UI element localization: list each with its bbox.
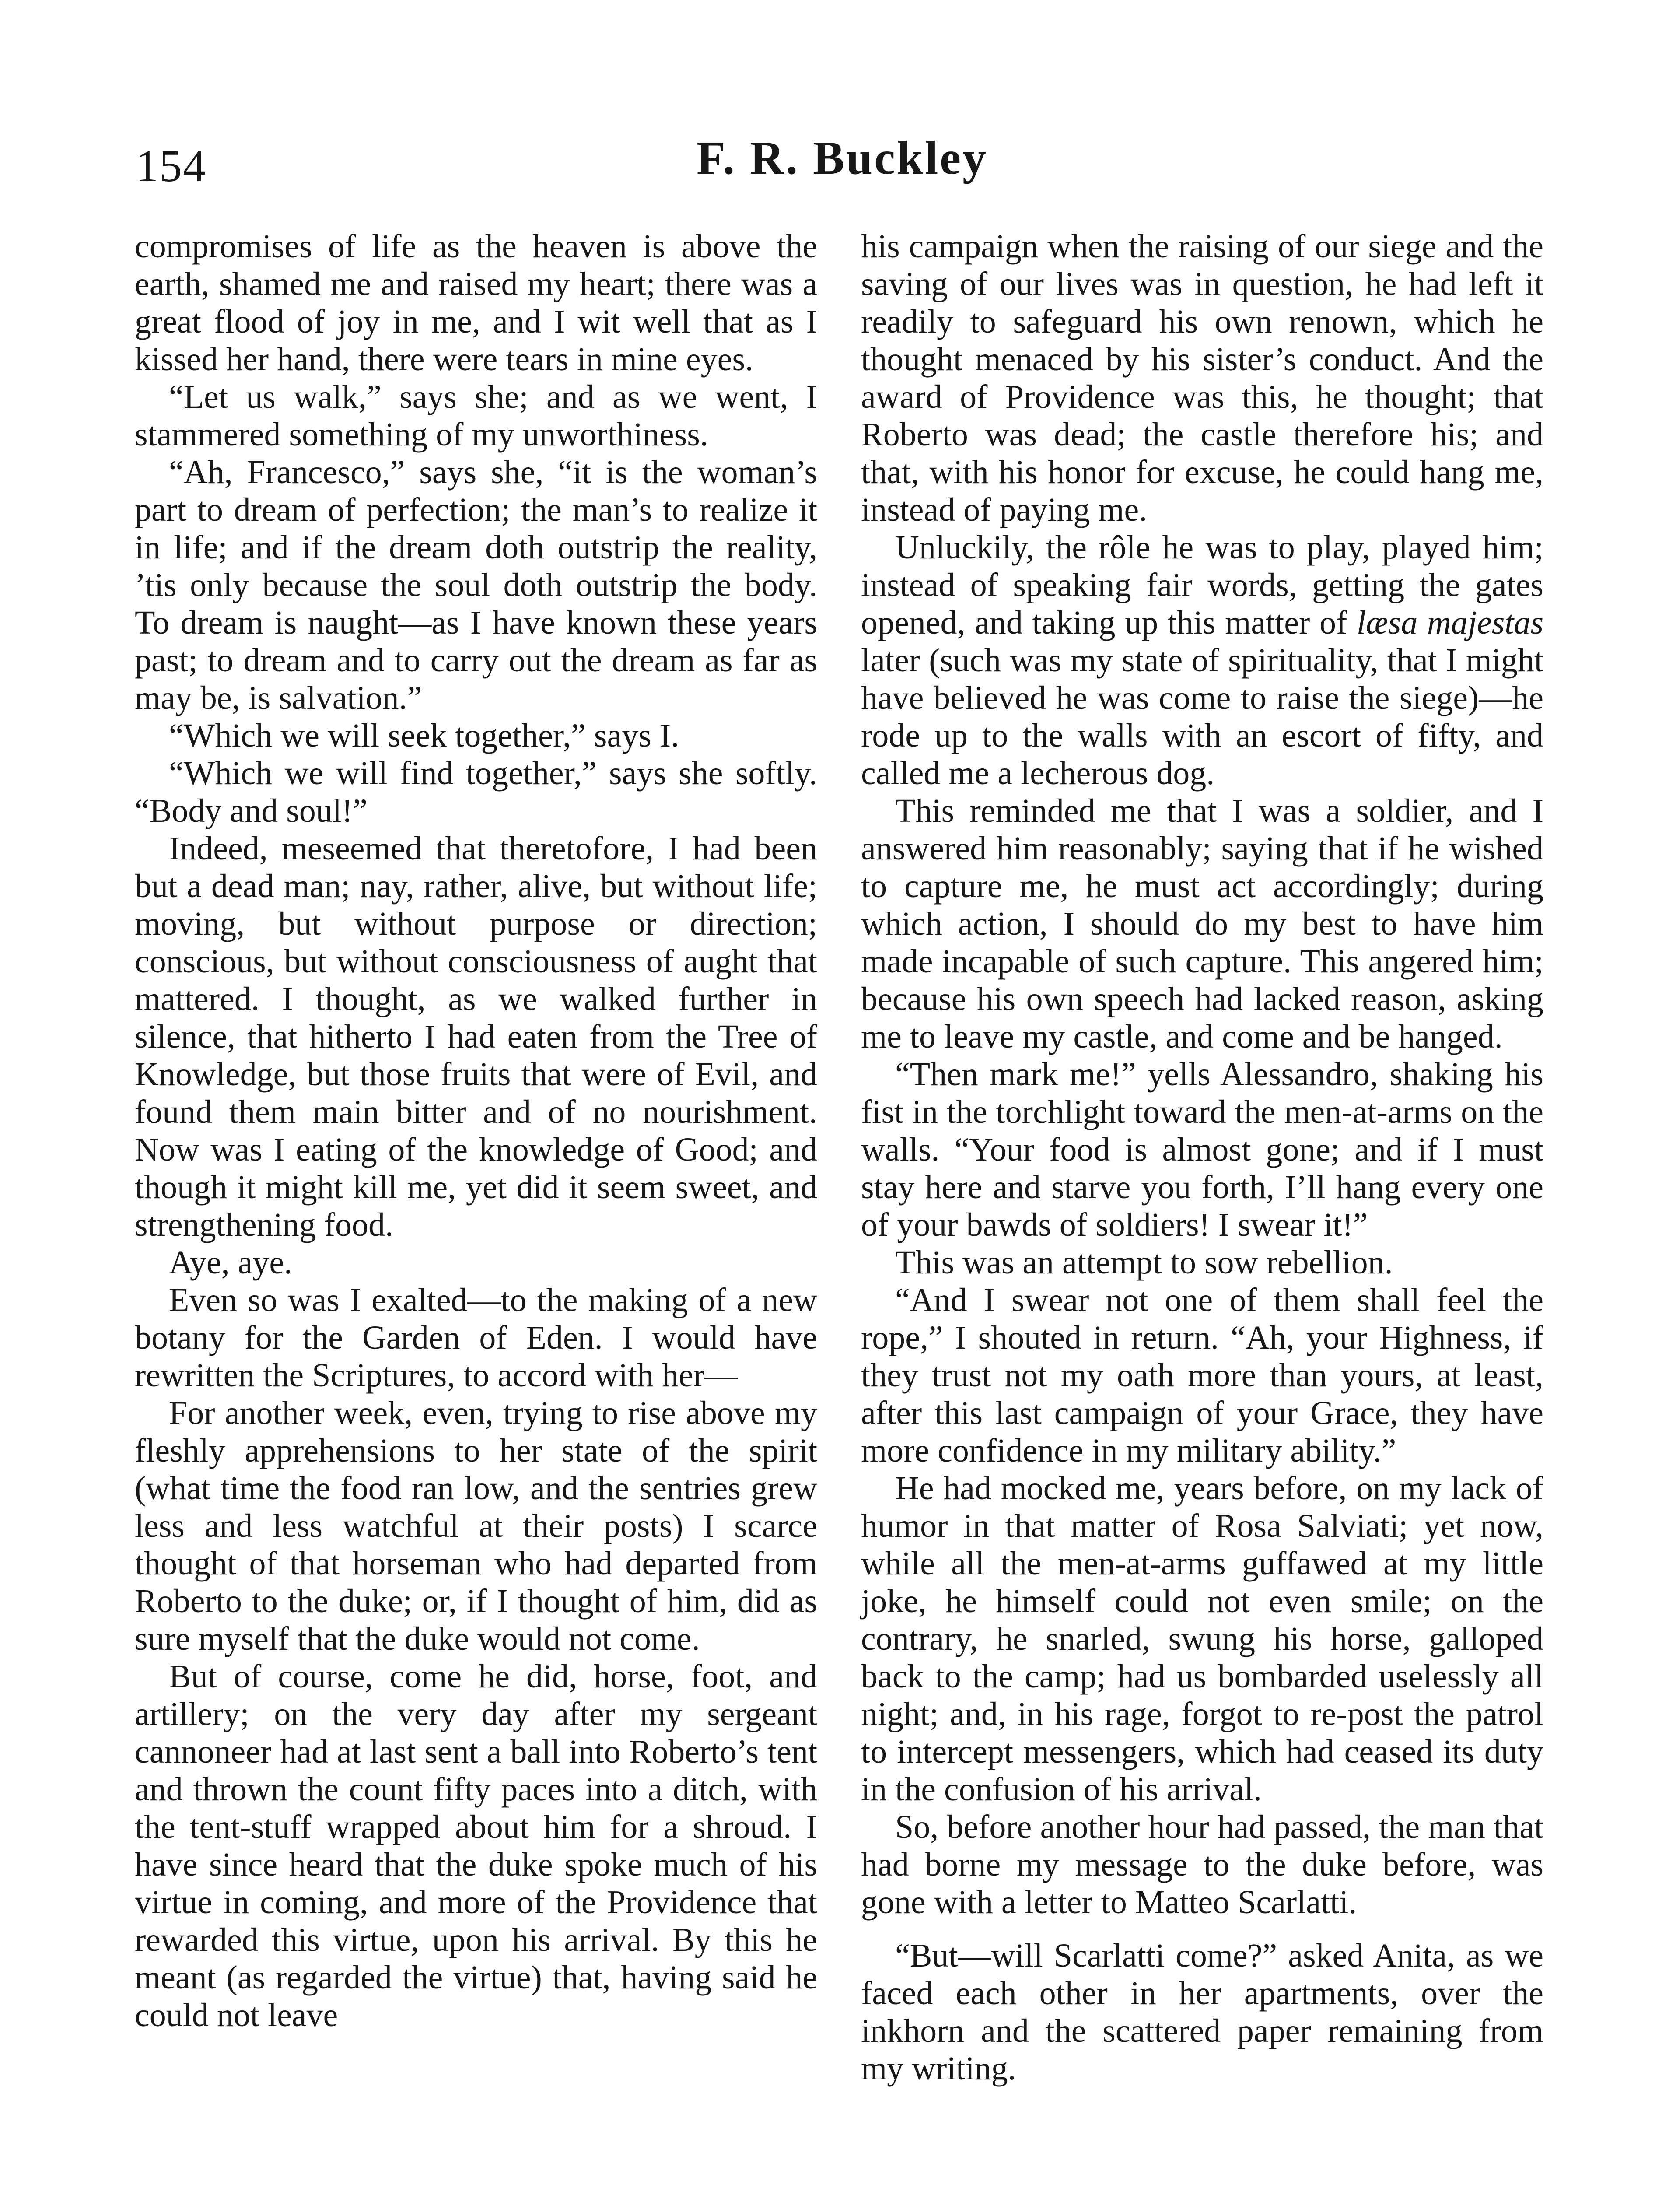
paragraph: compromises of life as the heaven is above the earth, shamed me and raised my heart; there was a great flood of joy in me, and I wit well that as I kissed her hand, there were tears in mine eyes. bbox=[135, 228, 817, 378]
paragraph bbox=[861, 529, 1544, 792]
paragraph-text: Unluckily, the rôle he was to play, played him; instead of speaking fair words, getting the gates opened, and taking up this matter of bbox=[861, 529, 1544, 641]
paragraph: Indeed, meseemed that theretofore, I had been but a dead man; nay, rather, alive, but without life; moving, but without purpose or direction; conscious, but without consciousness of aught that mattered. I thought, as we walked further in silence, that hitherto I had eaten from the Tree of Knowledge, but those fruits that were of Evil, and found them main bitter and of no nourishment. Now was I eating of the knowledge of Good; and though it might kill me, yet did it seem sweet, and strengthening food. bbox=[135, 830, 817, 1243]
running-head-author: F. R. Buckley bbox=[696, 132, 988, 184]
right-column bbox=[861, 228, 1544, 2087]
paragraph: “Ah, Francesco,” says she, “it is the woman’s part to dream of perfection; the man’s to realize it in life; and if the dream doth outstrip the reality, ’tis only because the soul doth outstrip the body. To dream is naught—as I have known these years past; to dream and to carry out the dream as far as may be, is salvation.” bbox=[135, 454, 817, 716]
paragraph: This was an attempt to sow rebellion. bbox=[895, 1244, 1393, 1281]
paragraph-text: later (such was my state of spirituality, that I might have believed he was come to raise the siege)—he rode up to the walls with an escort of fifty, and called me a lecherous dog. bbox=[861, 642, 1544, 792]
page-number: 154 bbox=[136, 141, 206, 191]
page-header bbox=[136, 131, 1549, 201]
paragraph: “Let us walk,” says she; and as we went, I stammered something of my unworthiness. bbox=[135, 379, 817, 453]
left-column bbox=[135, 228, 817, 2034]
paragraph: For another week, even, trying to rise above my fleshly apprehensions to her state of the spirit (what time the food ran low, and the sentries grew less and less watchful at their posts) I scarce thought of that horseman who had departed from Roberto to the duke; or, if I thought of him, did as sure myself that the duke would not come. bbox=[135, 1395, 817, 1657]
paragraph: “Then mark me!” yells Alessandro, shaking his fist in the torchlight toward the men-at-arms on the walls. “Your food is almost gone; and if I must stay here and starve you forth, I’ll hang every one of your bawds of soldiers! I swear it!” bbox=[861, 1056, 1544, 1243]
paragraph: “Which we will seek together,” says I. bbox=[169, 717, 679, 754]
paragraph: Even so was I exalted—to the making of a new botany for the Garden of Eden. I would have rewritten the Scriptures, to accord with her— bbox=[135, 1282, 817, 1394]
paragraph: But of course, come he did, horse, foot, and artillery; on the very day after my sergeant cannoneer had at last sent a ball into Roberto’s tent and thrown the count fifty paces into a ditch, with the tent-stuff wrapped about him for a shroud. I have since heard that the duke spoke much of his virtue in coming, and more of the Providence that rewarded this virtue, upon his arrival. By this he meant (as regarded the virtue) that, having said he could not leave bbox=[135, 1658, 817, 2034]
paragraph: So, before another hour had passed, the man that had borne my message to the duke before, was gone with a letter to Matteo Scarlatti. bbox=[861, 1809, 1544, 1921]
italic-latin-phrase: læsa majestas bbox=[1356, 604, 1544, 641]
paragraph: “But—will Scarlatti come?” asked Anita, as we faced each other in her apartments, over the inkhorn and the scattered paper remaining from my writing. bbox=[861, 1937, 1544, 2087]
paragraph: “Which we will find together,” says she softly. “Body and soul!” bbox=[135, 755, 817, 829]
paragraph: This reminded me that I was a soldier, and I answered him reasonably; saying that if he wished to capture me, he must act accordingly; during which action, I should do my best to have him made incapable of such capture. This angered him; because his own speech had lacked reason, asking me to leave my castle, and come and be hanged. bbox=[861, 792, 1544, 1055]
paragraph: He had mocked me, years before, on my lack of humor in that matter of Rosa Salviati; yet now, while all the men-at-arms guffawed at my little joke, he himself could not even smile; on the contrary, he snarled, swung his horse, galloped back to the camp; had us bombarded uselessly all night; and, in his rage, forgot to re-post the patrol to intercept messengers, which had ceased its duty in the confusion of his arrival. bbox=[861, 1470, 1544, 1808]
paragraph: Aye, aye. bbox=[169, 1244, 293, 1281]
paragraph: “And I swear not one of them shall feel the rope,” I shouted in return. “Ah, your Highness, if they trust not my oath more than yours, at least, after this last campaign of your Grace, they have more confidence in my military ability.” bbox=[861, 1282, 1544, 1469]
paragraph: his campaign when the raising of our siege and the saving of our lives was in question, he had left it readily to safeguard his own renown, which he thought menaced by his sister’s conduct. And the award of Providence was this, he thought; that Roberto was dead; the castle therefore his; and that, with his honor for excuse, he could hang me, instead of paying me. bbox=[861, 228, 1544, 528]
